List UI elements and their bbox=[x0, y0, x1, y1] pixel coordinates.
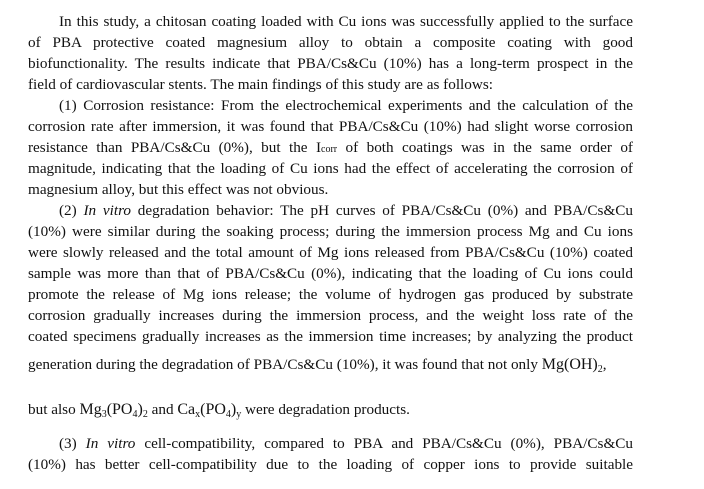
text-line: sample was more than that of PBA/Cs&Cu (0%), indicating that the loading of Cu ions could bbox=[28, 265, 633, 282]
text-line: (10%) has better cell-compatibility due to the loading of copper ions to provide suitable bbox=[28, 456, 633, 473]
text-line: but also $Mg_3(PO_4)_2$ and $Ca_x(PO_4)_y$ were degradation products. bbox=[28, 401, 410, 420]
text-line: corrosion rate after immersion, it was found that PBA/Cs&Cu (10%) had slight worse corrosion bbox=[28, 118, 633, 135]
text-line: coated specimens gradually increases as the immersion time increases; by analyzing the product bbox=[28, 328, 633, 345]
text-line: In this study, a chitosan coating loaded with Cu ions was successfully applied to the surface bbox=[59, 13, 633, 30]
text-line: magnesium alloy, but this effect was not obvious. bbox=[28, 181, 329, 198]
text-line: generation during the degradation of PBA/Cs&Cu (10%), it was found that not only $Mg(OH)_2$, bbox=[28, 356, 607, 375]
text-line: corrosion gradually increases during the immersion process, and the weight loss rate of the bbox=[28, 307, 633, 324]
text-line: (2) In vitro degradation behavior: The pH curves of PBA/Cs&Cu (0%) and PBA/Cs&Cu bbox=[59, 202, 633, 219]
text-line: (1) Corrosion resistance: From the electrochemical experiments and the calculation of the bbox=[59, 97, 633, 114]
text-line: promote the release of Mg ions release; the volume of hydrogen gas produced by substrate bbox=[28, 286, 633, 303]
text-line: field of cardiovascular stents. The main findings of this study are as follows: bbox=[28, 76, 493, 93]
text-line: (3) In vitro cell-compatibility, compared to PBA and PBA/Cs&Cu (0%), PBA/Cs&Cu bbox=[59, 435, 633, 452]
text-line: were slowly released and the total amount of Mg ions released from PBA/Cs&Cu (10%) coated bbox=[28, 244, 633, 261]
text-line: of PBA protective coated magnesium alloy to obtain a composite coating with good bbox=[28, 34, 633, 51]
text-line: magnitude, indicating that the loading of Cu ions had the effect of accelerating the corrosion of bbox=[28, 160, 633, 177]
text-line: resistance than PBA/Cs&Cu (0%), but the Icorr of both coatings was in the same order of bbox=[28, 139, 633, 156]
text-line: biofunctionality. The results indicate that PBA/Cs&Cu (10%) has a long-term prospect in the bbox=[28, 55, 633, 72]
text-line: (10%) were similar during the soaking process; during the immersion process Mg and Cu ions bbox=[28, 223, 633, 240]
